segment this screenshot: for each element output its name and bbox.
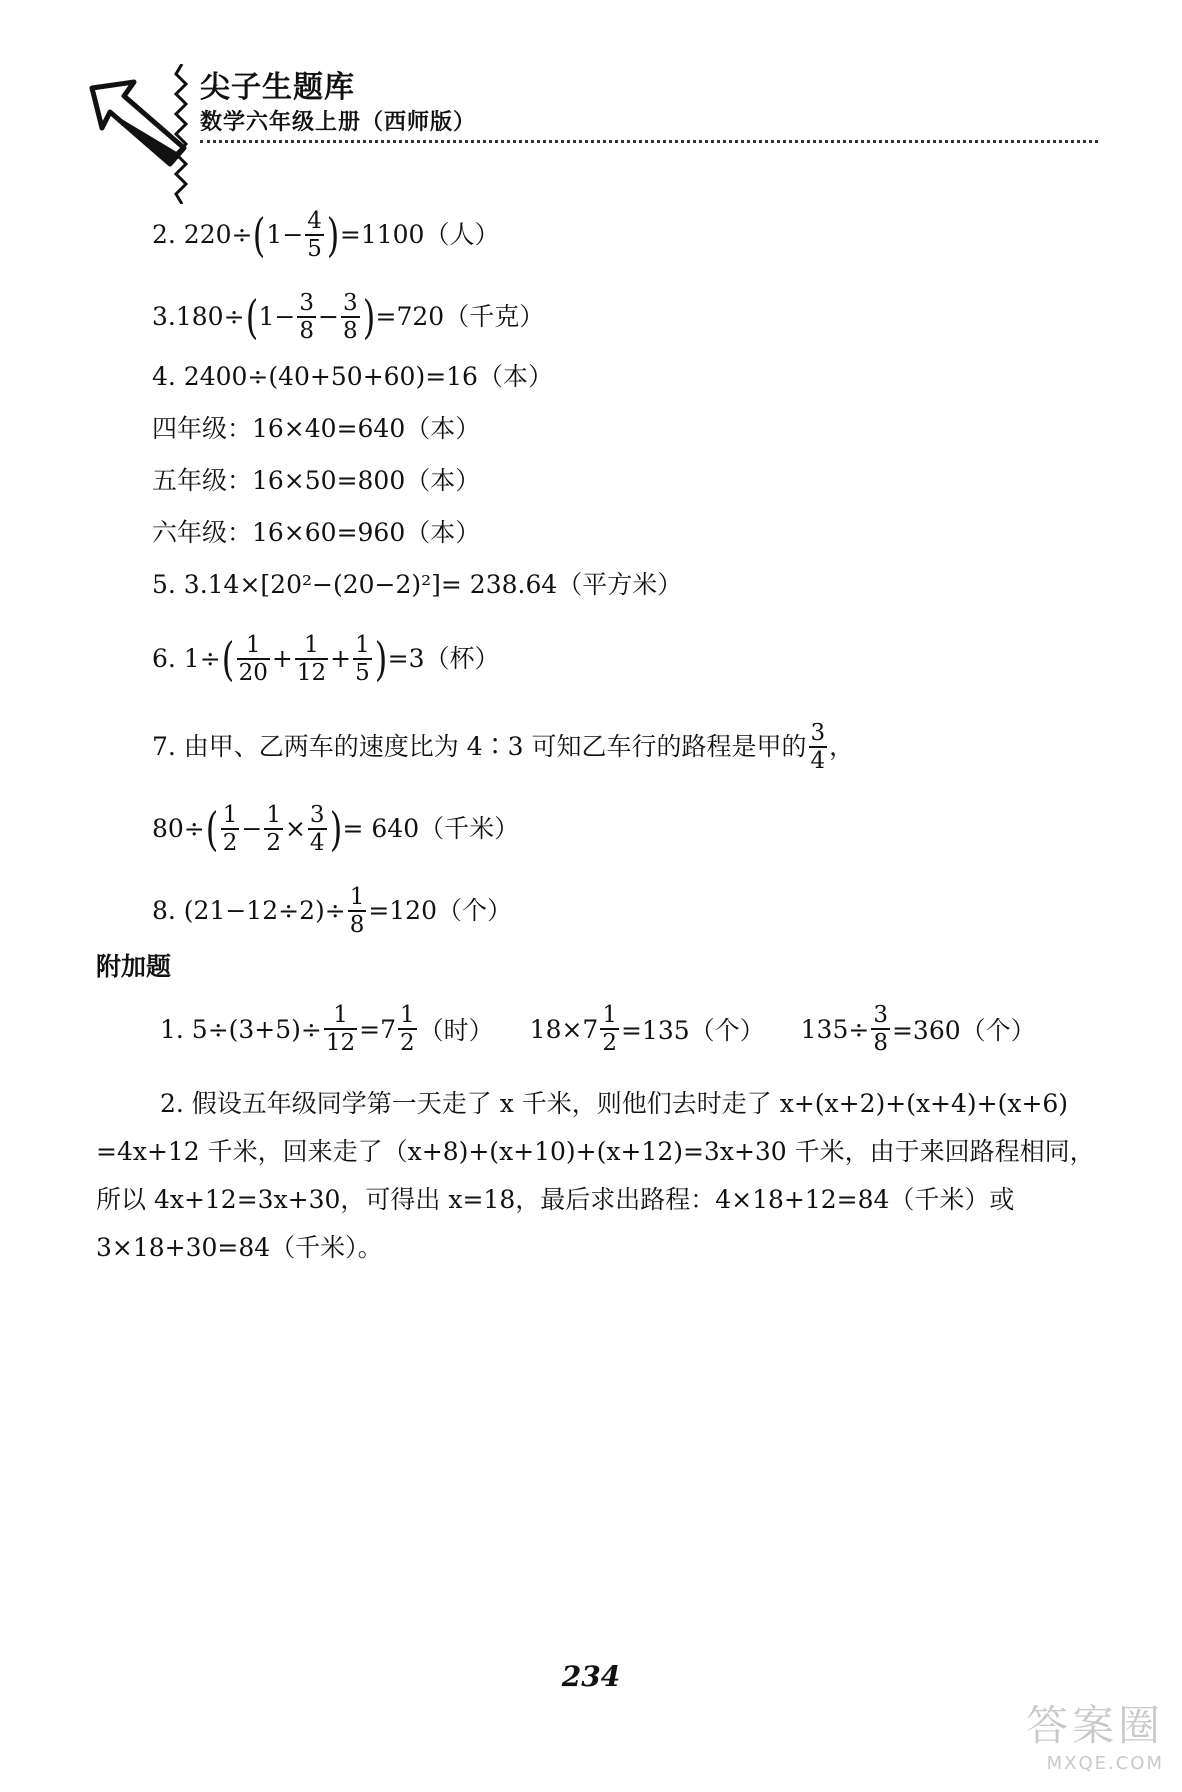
answer-8-result: =120（个） xyxy=(368,896,512,925)
extra-1-prefix: 1. 5÷(3+5)÷ xyxy=(160,1014,322,1044)
answer-6 xyxy=(152,632,500,686)
zigzag-divider xyxy=(172,64,192,204)
fraction: $\frac{1}{2}$ xyxy=(222,802,238,856)
answer-3-prefix: 3.180÷ xyxy=(152,302,245,331)
extra-answer-1 xyxy=(160,1002,1036,1056)
times-sign: × xyxy=(284,814,306,843)
fraction: $\frac{1}{2}$ xyxy=(602,1002,617,1056)
answer-4-line-4: 六年级：16×60=960（本） xyxy=(152,518,481,547)
answer-7-text: 7. 由甲、乙两车的速度比为 4∶3 可知乙车行的路程是甲的 xyxy=(152,732,807,761)
extra-1-mid: =7 xyxy=(359,1014,397,1044)
page-number: 234 xyxy=(561,1660,621,1693)
left-paren: ( xyxy=(221,632,234,686)
answer-7-result: = 640（千米） xyxy=(342,814,520,843)
minus-sign: − xyxy=(317,302,339,331)
answer-4-line-3: 五年级：16×50=800（本） xyxy=(152,466,481,495)
minus-sign: − xyxy=(241,814,263,843)
fraction: $\frac{3}{8}$ xyxy=(873,1002,888,1056)
fraction: $\frac{1}{12}$ xyxy=(325,1002,356,1056)
watermark xyxy=(1026,1693,1164,1774)
plus-sign: + xyxy=(330,644,352,673)
fraction: $\frac{1}{2}$ xyxy=(400,1002,415,1056)
fraction: $\frac{1}{12}$ xyxy=(296,632,327,686)
answer-5: 5. 3.14×[20²−(20−2)²]= 238.64（平方米） xyxy=(152,570,683,599)
answer-6-result: =3（杯） xyxy=(387,644,500,673)
book-subtitle: 数学六年级上册（西师版） xyxy=(200,110,477,135)
left-paren: ( xyxy=(253,208,266,262)
answer-2-result: =1100（人） xyxy=(339,220,500,249)
answer-4-line-2: 四年级：16×40=640（本） xyxy=(152,414,481,443)
comma: ， xyxy=(829,732,855,761)
answer-8-prefix: 8. (21−12÷2)÷ xyxy=(152,896,346,925)
right-paren: ) xyxy=(362,290,375,344)
left-paren: ( xyxy=(245,290,258,344)
watermark-url: MXQE.COM xyxy=(1046,1753,1164,1774)
right-paren: ) xyxy=(374,632,387,686)
extra-1-unit: （时） xyxy=(418,1016,494,1045)
extra-1b-result: =135（个） xyxy=(620,1016,765,1045)
answer-7-prefix: 80÷ xyxy=(152,814,205,843)
fraction: $\frac{3}{8}$ xyxy=(299,290,314,344)
answer-7-line-2 xyxy=(152,802,519,856)
extra-1b-prefix: 18×7 xyxy=(529,1014,599,1044)
answer-6-prefix: 6. 1÷ xyxy=(152,644,221,673)
right-paren: ) xyxy=(329,802,342,856)
book-title: 尖子生题库 xyxy=(200,70,355,105)
page-header xyxy=(88,50,1098,160)
answer-3-result: =720（千克） xyxy=(375,302,545,331)
extra-heading: 附加题 xyxy=(96,952,172,981)
fraction: $\frac{1}{8}$ xyxy=(349,884,365,938)
left-paren: ( xyxy=(205,802,219,856)
fraction: $\frac{1}{2}$ xyxy=(266,802,281,856)
watermark-logo: 答案圈 xyxy=(1025,1701,1164,1750)
answer-2-prefix: 2. 220÷ xyxy=(152,220,253,249)
fraction: $\frac{1}{20}$ xyxy=(238,632,268,686)
dotted-rule xyxy=(200,140,1098,143)
fraction: $\frac{4}{5}$ xyxy=(307,208,322,262)
fraction: $\frac{3}{4}$ xyxy=(309,802,325,856)
extra-1c-prefix: 135÷ xyxy=(800,1014,870,1044)
answer-7-line-1 xyxy=(152,720,854,774)
extra-1c-result: =360（个） xyxy=(891,1016,1036,1045)
fraction: $\frac{3}{4}$ xyxy=(810,720,826,774)
fraction: $\frac{1}{5}$ xyxy=(355,632,370,686)
answer-3-one: 1− xyxy=(258,302,296,331)
extra-answer-2: 2. 假设五年级同学第一天走了 x 千米，则他们去时走了 x+(x+2)+(x+4)+(x+6) =4x+12 千米，回来走了（x+8)+(x+10)+(x+12)=3x+30 千米，由于来回路程相同，所以 4x+12=3x+30，可得出 x=18，最后求出路程：4×18+12=84（千米）或 3×18+30=84（千米）。 xyxy=(96,1089,1095,1262)
fraction: $\frac{3}{8}$ xyxy=(342,290,358,344)
answer-2-one: 1− xyxy=(266,220,304,249)
answer-3 xyxy=(152,290,544,344)
answer-4-line-1: 4. 2400÷(40+50+60)=16（本） xyxy=(152,362,553,391)
plus-sign: + xyxy=(271,644,293,673)
answer-2 xyxy=(152,208,499,262)
right-paren: ) xyxy=(326,208,340,262)
answer-8 xyxy=(152,884,512,938)
